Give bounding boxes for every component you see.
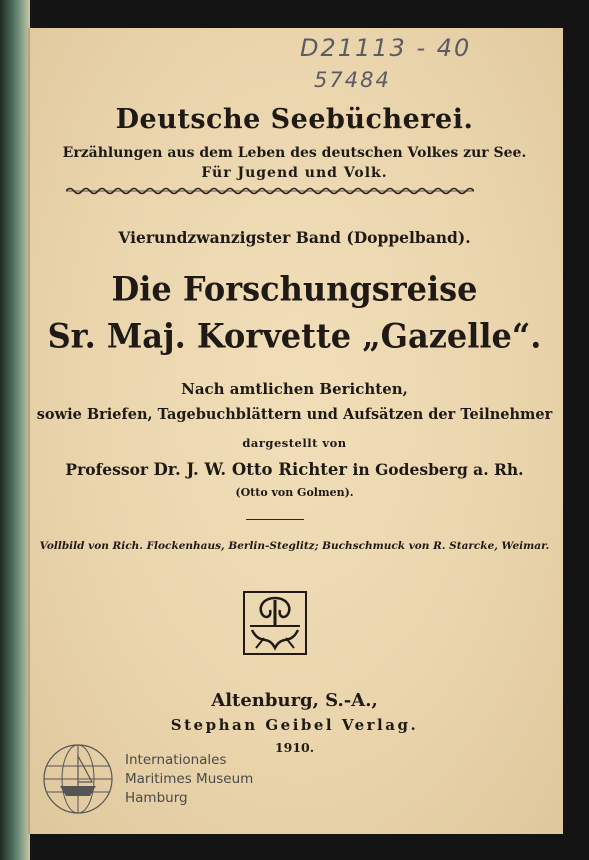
ornamental-divider bbox=[66, 186, 474, 196]
publication-year: 1910. bbox=[274, 740, 315, 755]
book-title-line1: Die Forschungsreise bbox=[111, 269, 478, 309]
museum-logo-icon bbox=[38, 740, 118, 818]
illustration-credits: Vollbild von Rich. Flockenhaus, Berlin-Steglitz; Buchschmuck von R. Starcke, Weimar. bbox=[39, 540, 550, 552]
publisher-emblem-icon bbox=[242, 590, 308, 656]
publisher-name: Stephan Geibel Verlag. bbox=[170, 716, 419, 734]
author-location: in Godesberg a. Rh. bbox=[347, 460, 524, 479]
handwritten-call-number: D21113 - 40 bbox=[300, 34, 472, 62]
series-title: Deutsche Seebücherei. bbox=[115, 104, 474, 135]
author-prefix: Professor bbox=[65, 460, 154, 479]
book-title-line2: Sr. Maj. Korvette „Gazelle“. bbox=[47, 316, 542, 356]
author-line bbox=[28, 460, 561, 479]
volume-line: Vierundzwanzigster Band (Doppelband). bbox=[118, 228, 471, 247]
author-pseudonym: (Otto von Golmen). bbox=[235, 486, 354, 499]
handwritten-inventory-number: 57484 bbox=[314, 68, 391, 92]
sources-line1: Nach amtlichen Berichten, bbox=[181, 380, 408, 398]
museum-name-line2: Maritimes Museum bbox=[125, 771, 254, 787]
museum-name-line1: Internationales bbox=[125, 752, 227, 768]
series-subtitle: Erzählungen aus dem Leben des deutschen Volkes zur See. bbox=[62, 145, 527, 161]
author-name: Dr. J. W. Otto Richter bbox=[153, 460, 348, 479]
short-rule bbox=[246, 519, 304, 520]
sources-line2: sowie Briefen, Tagebuchblättern und Aufsätzen der Teilnehmer bbox=[36, 406, 553, 423]
museum-name-line3: Hamburg bbox=[125, 790, 188, 806]
publication-place: Altenburg, S.-A., bbox=[211, 690, 378, 711]
museum-name bbox=[125, 751, 253, 808]
book-spine-edge bbox=[0, 0, 30, 860]
presented-by: dargestellt von bbox=[242, 436, 347, 450]
series-audience: Für Jugend und Volk. bbox=[201, 165, 388, 181]
